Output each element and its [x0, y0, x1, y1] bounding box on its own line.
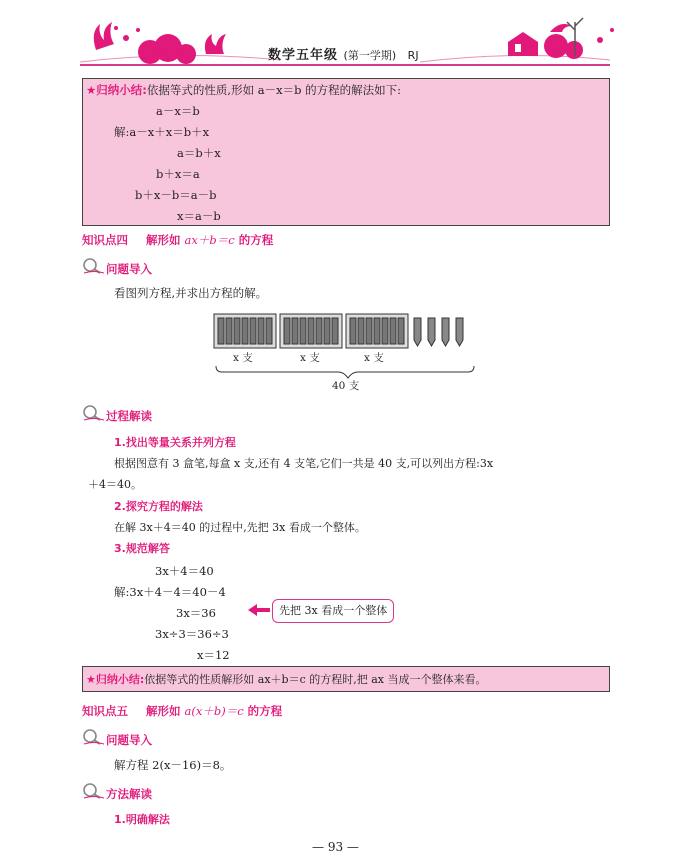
- kp4-text: 解形如: [146, 233, 181, 247]
- kp4-intro-heading: 问题导入: [106, 262, 152, 276]
- kp5-math: a(x＋b)＝c: [184, 704, 244, 718]
- callout-note: 先把 3x 看成一个整体: [272, 599, 394, 623]
- kp5-text: 解形如: [146, 704, 181, 718]
- summary-2: [86, 671, 486, 687]
- header-subtitle: (第一学期): [343, 49, 397, 62]
- magnifier-icon: [82, 728, 104, 746]
- summary-1-line-4: b＋x＝a: [156, 167, 200, 181]
- summary-2-title: ★归纳小结:: [86, 673, 145, 686]
- magnifier-icon: [82, 782, 104, 800]
- page-header-title: [268, 44, 419, 63]
- total-label: 40 支: [332, 380, 360, 392]
- pencil-box-2: [280, 314, 342, 348]
- pencil-box-3: [346, 314, 408, 348]
- box-label-1: x 支: [233, 352, 253, 364]
- step3-title: 3.规范解答: [114, 542, 170, 555]
- kp5-tail: 的方程: [247, 704, 283, 718]
- step2-text: 在解 3x＋4＝40 的过程中,先把 3x 看成一个整体。: [114, 521, 366, 534]
- summary-2-text: 依据等式的性质解形如 ax＋b＝c 的方程时,把 ax 当成一个整体来看。: [144, 673, 487, 686]
- knowledge-point-4: [82, 232, 273, 248]
- summary-1-line-2: 解:a－x＋x＝b＋x: [114, 125, 210, 139]
- summary-1-text: 依据等式的性质,形如 a－x＝b 的方程的解法如下:: [146, 83, 401, 97]
- summary-1-line-6: x＝a－b: [177, 209, 221, 223]
- kp5-intro-problem: 解方程 2(x－16)＝8。: [114, 758, 232, 772]
- page-number: — 93 —: [312, 840, 359, 854]
- summary-1-heading: [86, 82, 401, 98]
- step1-text-a: 根据图意有 3 盒笔,每盒 x 支,还有 4 支笔,它们一共是 40 支,可以列出方程:3x: [114, 457, 494, 470]
- header-rule: [80, 64, 610, 66]
- header-title: 数学五年级: [268, 48, 339, 63]
- step2-title: 2.探究方程的解法: [114, 500, 203, 513]
- kp4-intro-problem: 看图列方程,并求出方程的解。: [114, 286, 268, 300]
- box-label-3: x 支: [364, 352, 384, 364]
- solution-line-2: 解:3x＋4－4＝40－4: [114, 585, 226, 599]
- loose-pencils: [414, 318, 463, 346]
- pencil-box-1: [214, 314, 276, 348]
- kp4-tail: 的方程: [238, 233, 274, 247]
- kp5-label: 知识点五: [82, 704, 128, 718]
- solution-line-3: 3x＝36: [176, 606, 216, 620]
- summary-1-title: ★归纳小结:: [86, 83, 147, 97]
- kp4-math: ax＋b＝c: [184, 233, 235, 247]
- header-edition: RJ: [407, 49, 419, 62]
- summary-1-line-5: b＋x－b＝a－b: [135, 188, 217, 202]
- summary-1-line-3: a＝b＋x: [177, 146, 221, 160]
- arrow-left-icon: [248, 603, 270, 617]
- step1-title: 1.找出等量关系并列方程: [114, 436, 236, 449]
- kp5-intro-heading: 问题导入: [106, 733, 152, 747]
- step1-text-b: ＋4＝40。: [88, 478, 142, 491]
- kp5-step1-title: 1.明确解法: [114, 813, 170, 826]
- solution-line-5: x＝12: [197, 648, 230, 662]
- summary-box-1: [82, 78, 610, 226]
- knowledge-point-5: [82, 703, 282, 719]
- magnifier-icon: [82, 404, 104, 422]
- kp4-label: 知识点四: [82, 233, 128, 247]
- kp5-method-heading: 方法解读: [106, 787, 152, 801]
- solution-line-1: 3x＋4＝40: [155, 564, 214, 578]
- summary-1-line-1: a－x＝b: [156, 104, 200, 118]
- kp4-process-heading: 过程解读: [106, 409, 152, 423]
- solution-line-4: 3x÷3＝36÷3: [155, 627, 229, 641]
- box-label-2: x 支: [300, 352, 320, 364]
- magnifier-icon: [82, 257, 104, 275]
